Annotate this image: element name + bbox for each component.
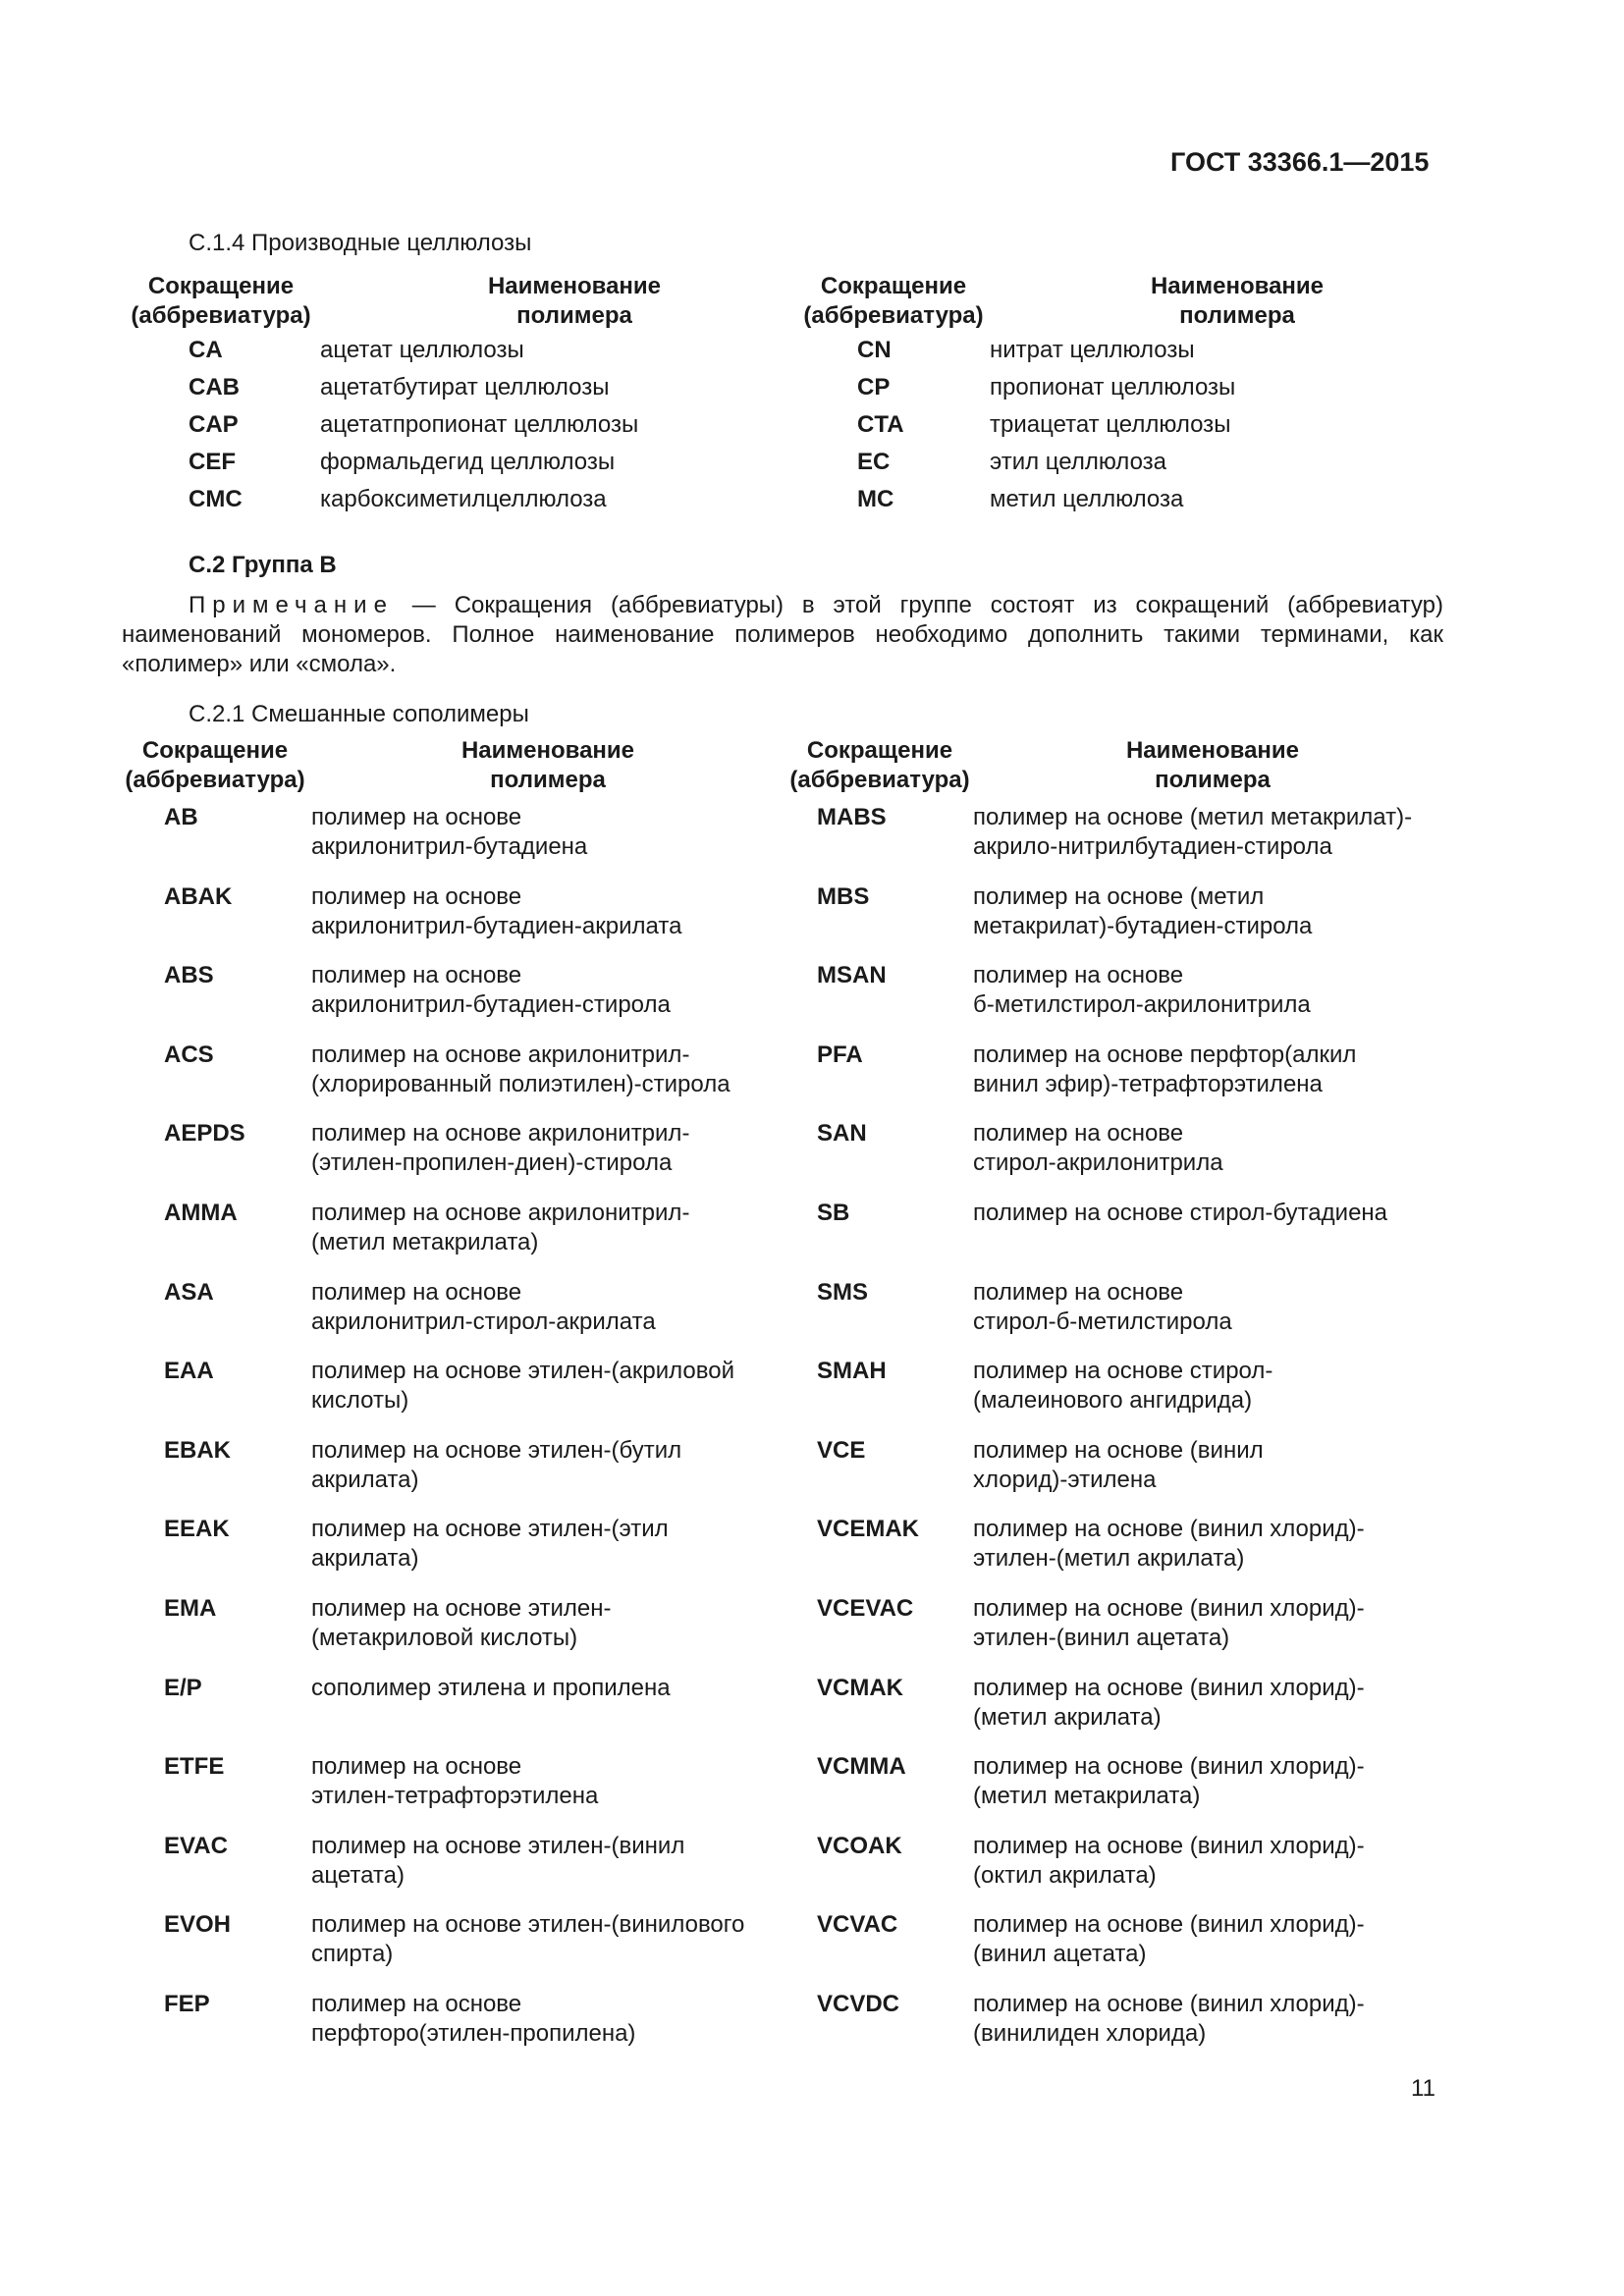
c14-left-abbreviation: CAB [189,374,240,400]
polymer-name-line: полимер на основе перфтор(алкил [973,1041,1357,1068]
polymer-name-line: полимер на основе (метил [973,882,1265,910]
c14-right-abbreviation: MC [857,486,894,512]
polymer-name-line: полимер на основе [973,1120,1184,1148]
polymer-name-line: ацетата) [311,1861,405,1889]
polymer-name-line: полимер на основе (метил метакрилат)- [973,804,1413,830]
c21-left-polymer-name [311,803,587,862]
note-label: Примечание [189,592,394,618]
c14-right-polymer-name [990,485,1183,514]
polymer-name-line: (винилиден хлорида) [973,2020,1207,2047]
c21-right-abbreviation: SMS [817,1278,869,1306]
polymer-name-line: этил целлюлоза [990,449,1166,475]
polymer-name-line: ацетатпропионат целлюлозы [320,411,639,438]
polymer-name-line: (метакриловой кислоты) [311,1625,578,1651]
c21-left-abbreviation: AMMA [164,1200,238,1226]
c21-right-abbreviation: VCMAK [817,1674,903,1701]
polymer-name-line: этилен-(метил акрилата) [973,1545,1245,1573]
page-number: 11 [1411,2075,1435,2102]
polymer-name-line: хлорид)-этилена [973,1466,1157,1493]
c14-right-polymer-name [990,373,1235,402]
c21-left-abbreviation: EVAC [164,1832,228,1859]
c14-right-abbreviation: CN [857,337,892,363]
polymer-name-line: полимер на основе акрилонитрил- [311,1200,690,1226]
c21-right-polymer-name [973,1832,1365,1891]
polymer-name-line: пропионат целлюлозы [990,374,1236,400]
polymer-name-line: стирол-акрилонитрила [973,1149,1223,1177]
c21-left-abbr-header: Сокращение (аббревиатура) [125,737,305,793]
c21-left-abbreviation: ASA [164,1278,214,1306]
c21-right-abbreviation: VCVDC [817,1991,900,2017]
c14-left-polymer-name [320,410,638,440]
c21-right-abbreviation: VCVAC [817,1911,898,1939]
polymer-name-line: полимер на основе (винил хлорид)- [973,1991,1365,2017]
section-c14-title: С.1.4 Производные целлюлозы [189,230,532,256]
polymer-name-line: перфторо(этилен-пропилена) [311,2020,636,2047]
polymer-name-line: карбоксиметилцеллюлоза [320,486,607,512]
polymer-name-line: ацетат целлюлозы [320,337,524,363]
polymer-name-line: акрилата) [311,1466,419,1493]
polymer-name-line: (метил акрилата) [973,1703,1162,1731]
polymer-name-line: ацетатбутират целлюлозы [320,374,610,400]
polymer-name-line: полимер на основе (винил хлорид)- [973,1674,1365,1701]
c21-left-polymer-name [311,1436,681,1495]
c21-right-polymer-name [973,1278,1232,1337]
polymer-name-line: полимер на основе [973,1278,1184,1306]
polymer-name-line: полимер на основе этилен-(винилового [311,1911,745,1939]
c21-right-abbreviation: MABS [817,804,887,830]
polymer-name-line: полимер на основе акрилонитрил- [311,1120,690,1148]
c14-right-name-header: Наименование полимера [1150,273,1325,329]
c14-left-name-header: Наименование полимера [487,273,662,329]
polymer-name-line: полимер на основе (винил хлорид)- [973,1911,1365,1939]
c14-left-abbreviation: CAP [189,411,239,438]
polymer-name-line: полимер на основе [311,882,522,910]
standard-code: ГОСТ 33366.1—2015 [1170,147,1430,177]
c21-left-polymer-name [311,882,681,941]
polymer-name-line: акрилонитрил-бутадиен-акрилата [311,912,682,939]
polymer-name-line: акрилонитрил-стирол-акрилата [311,1308,656,1335]
polymer-name-line: сополимер этилена и пропилена [311,1674,671,1701]
polymer-name-line: метил целлюлоза [990,486,1184,512]
c21-right-abbreviation: VCOAK [817,1832,902,1859]
c21-left-polymer-name [311,1594,612,1653]
c21-right-polymer-name [973,1436,1264,1495]
polymer-name-line: полимер на основе этилен-(этил [311,1516,669,1543]
c21-right-polymer-name [973,1199,1387,1228]
c21-left-polymer-name [311,1515,669,1574]
c21-left-abbreviation: EAA [164,1358,214,1385]
c14-left-polymer-name [320,485,607,514]
polymer-name-line: (хлорированный полиэтилен)-стирола [311,1070,731,1097]
polymer-name-line: полимер на основе этилен-(бутил [311,1436,682,1464]
c21-left-polymer-name [311,1357,734,1415]
c14-left-polymer-name [320,336,524,365]
c21-left-name-header: Наименование полимера [460,737,635,793]
c21-left-polymer-name [311,1674,671,1703]
c21-right-abbreviation: SB [817,1200,850,1226]
polymer-name-line: этилен-тетрафторэтилена [311,1783,599,1810]
section-c2-title: С.2 Группа В [189,552,337,578]
c21-left-polymer-name [311,1752,598,1811]
c14-left-polymer-name [320,448,615,477]
c21-left-abbreviation: EBAK [164,1436,232,1464]
polymer-name-line: полимер на основе (винил хлорид)- [973,1595,1365,1622]
polymer-name-line: (этилен-пропилен-диен)-стирола [311,1149,673,1177]
polymer-name-line: полимер на основе (винил хлорид)- [973,1516,1365,1543]
polymer-name-line: полимер на основе этилен-(винил [311,1832,685,1859]
polymer-name-line: винил эфир)-тетрафторэтилена [973,1070,1323,1097]
c21-right-polymer-name [973,1674,1365,1733]
c21-left-polymer-name [311,1990,635,2049]
c21-left-abbreviation: ETFE [164,1753,225,1781]
c14-right-polymer-name [990,448,1166,477]
polymer-name-line: спирта) [311,1941,394,1968]
polymer-name-line: (винил ацетата) [973,1941,1147,1968]
c21-left-polymer-name [311,1199,689,1257]
c14-left-abbreviation: CEF [189,449,236,475]
polymer-name-line: акрило-нитрилбутадиен-стирола [973,833,1332,860]
c14-right-abbreviation: CP [857,374,891,400]
polymer-name-line: формальдегид целлюлозы [320,449,616,475]
polymer-name-line: полимер на основе [311,804,522,830]
c21-right-name-header: Наименование полимера [1125,737,1300,793]
c21-right-abbreviation: SMAH [817,1358,887,1385]
polymer-name-line: стирол-б-метилстирола [973,1308,1232,1335]
polymer-name-line: полимер на основе стирол- [973,1358,1273,1385]
c14-left-abbr-header: Сокращение (аббревиатура) [131,273,311,329]
polymer-name-line: метакрилат)-бутадиен-стирола [973,912,1313,939]
polymer-name-line: (малеинового ангидрида) [973,1387,1253,1415]
c21-right-polymer-name [973,1990,1365,2049]
polymer-name-line: нитрат целлюлозы [990,337,1195,363]
c14-right-polymer-name [990,336,1195,365]
polymer-name-line: акрилата) [311,1545,419,1573]
c21-left-polymer-name [311,1119,689,1178]
polymer-name-line: акрилонитрил-бутадиен-стирола [311,991,671,1019]
c21-left-abbreviation: EEAK [164,1516,230,1543]
polymer-name-line: (метил метакрилата) [973,1783,1201,1810]
c21-left-polymer-name [311,1041,731,1099]
polymer-name-line: полимер на основе [311,1278,522,1306]
c21-left-abbreviation: ACS [164,1041,214,1068]
polymer-name-line: полимер на основе [311,1753,522,1781]
c21-right-abbreviation: VCEMAK [817,1516,920,1543]
polymer-name-line: полимер на основе акрилонитрил- [311,1041,690,1068]
c21-left-abbreviation: EMA [164,1595,217,1622]
c14-left-abbreviation: CMC [189,486,243,512]
c14-right-abbr-header: Сокращение (аббревиатура) [803,273,984,329]
polymer-name-line: акрилонитрил-бутадиена [311,833,588,860]
section-c2-note [122,591,1443,679]
polymer-name-line: полимер на основе [311,962,522,989]
c21-right-polymer-name [973,1119,1223,1178]
c21-right-abbreviation: VCEVAC [817,1595,914,1622]
polymer-name-line: полимер на основе (винил хлорид)- [973,1832,1365,1859]
c21-right-polymer-name [973,1357,1272,1415]
c14-right-abbreviation: CTA [857,411,904,438]
c14-right-abbreviation: EC [857,449,891,475]
c21-right-polymer-name [973,803,1412,862]
c21-left-polymer-name [311,961,671,1020]
polymer-name-line: полимер на основе [311,1991,522,2017]
c21-right-abbreviation: PFA [817,1041,863,1068]
c21-right-abbreviation: MBS [817,882,870,910]
c14-left-abbreviation: CA [189,337,223,363]
c21-right-polymer-name [973,961,1311,1020]
c21-right-polymer-name [973,1041,1356,1099]
c21-right-polymer-name [973,1910,1365,1969]
polymer-name-line: полимер на основе [973,962,1184,989]
c21-right-abbreviation: MSAN [817,962,887,989]
polymer-name-line: полимер на основе этилен- [311,1595,612,1622]
c21-left-abbreviation: ABAK [164,882,233,910]
c21-left-abbreviation: E/P [164,1674,202,1701]
c21-left-abbreviation: EVOH [164,1911,232,1939]
polymer-name-line: полимер на основе стирол-бутадиена [973,1200,1388,1226]
c21-left-abbreviation: ABS [164,962,214,989]
c21-right-polymer-name [973,882,1312,941]
polymer-name-line: (метил метакрилата) [311,1229,539,1255]
c21-left-polymer-name [311,1832,684,1891]
polymer-name-line: полимер на основе (винил [973,1436,1264,1464]
polymer-name-line: б-метилстирол-акрилонитрила [973,991,1311,1019]
c21-left-abbreviation: AEPDS [164,1120,245,1148]
section-c21-title: С.2.1 Смешанные сополимеры [189,701,529,727]
c21-right-polymer-name [973,1515,1365,1574]
c21-right-polymer-name [973,1752,1365,1811]
c21-right-abbreviation: SAN [817,1120,867,1148]
note-text: — Сокращения (аббревиатуры) в этой группе состоят из сокращений (аббревиатур) наименований мономеров. Полное наименование полимеров необходимо дополнить такими терминами, как «полимер» или «смола». [122,592,1443,677]
c21-left-abbreviation: FEP [164,1991,210,2017]
c21-left-polymer-name [311,1278,656,1337]
polymer-name-line: кислоты) [311,1387,409,1415]
c21-right-polymer-name [973,1594,1365,1653]
c21-right-abbr-header: Сокращение (аббревиатура) [789,737,970,793]
polymer-name-line: этилен-(винил ацетата) [973,1625,1230,1651]
polymer-name-line: (октил акрилата) [973,1861,1157,1889]
c14-left-polymer-name [320,373,609,402]
c21-left-polymer-name [311,1910,744,1969]
polymer-name-line: полимер на основе этилен-(акриловой [311,1358,734,1385]
c21-right-abbreviation: VCMMA [817,1753,906,1781]
c21-right-abbreviation: VCE [817,1436,866,1464]
polymer-name-line: триацетат целлюлозы [990,411,1231,438]
polymer-name-line: полимер на основе (винил хлорид)- [973,1753,1365,1781]
c14-right-polymer-name [990,410,1230,440]
c21-left-abbreviation: AB [164,804,198,830]
